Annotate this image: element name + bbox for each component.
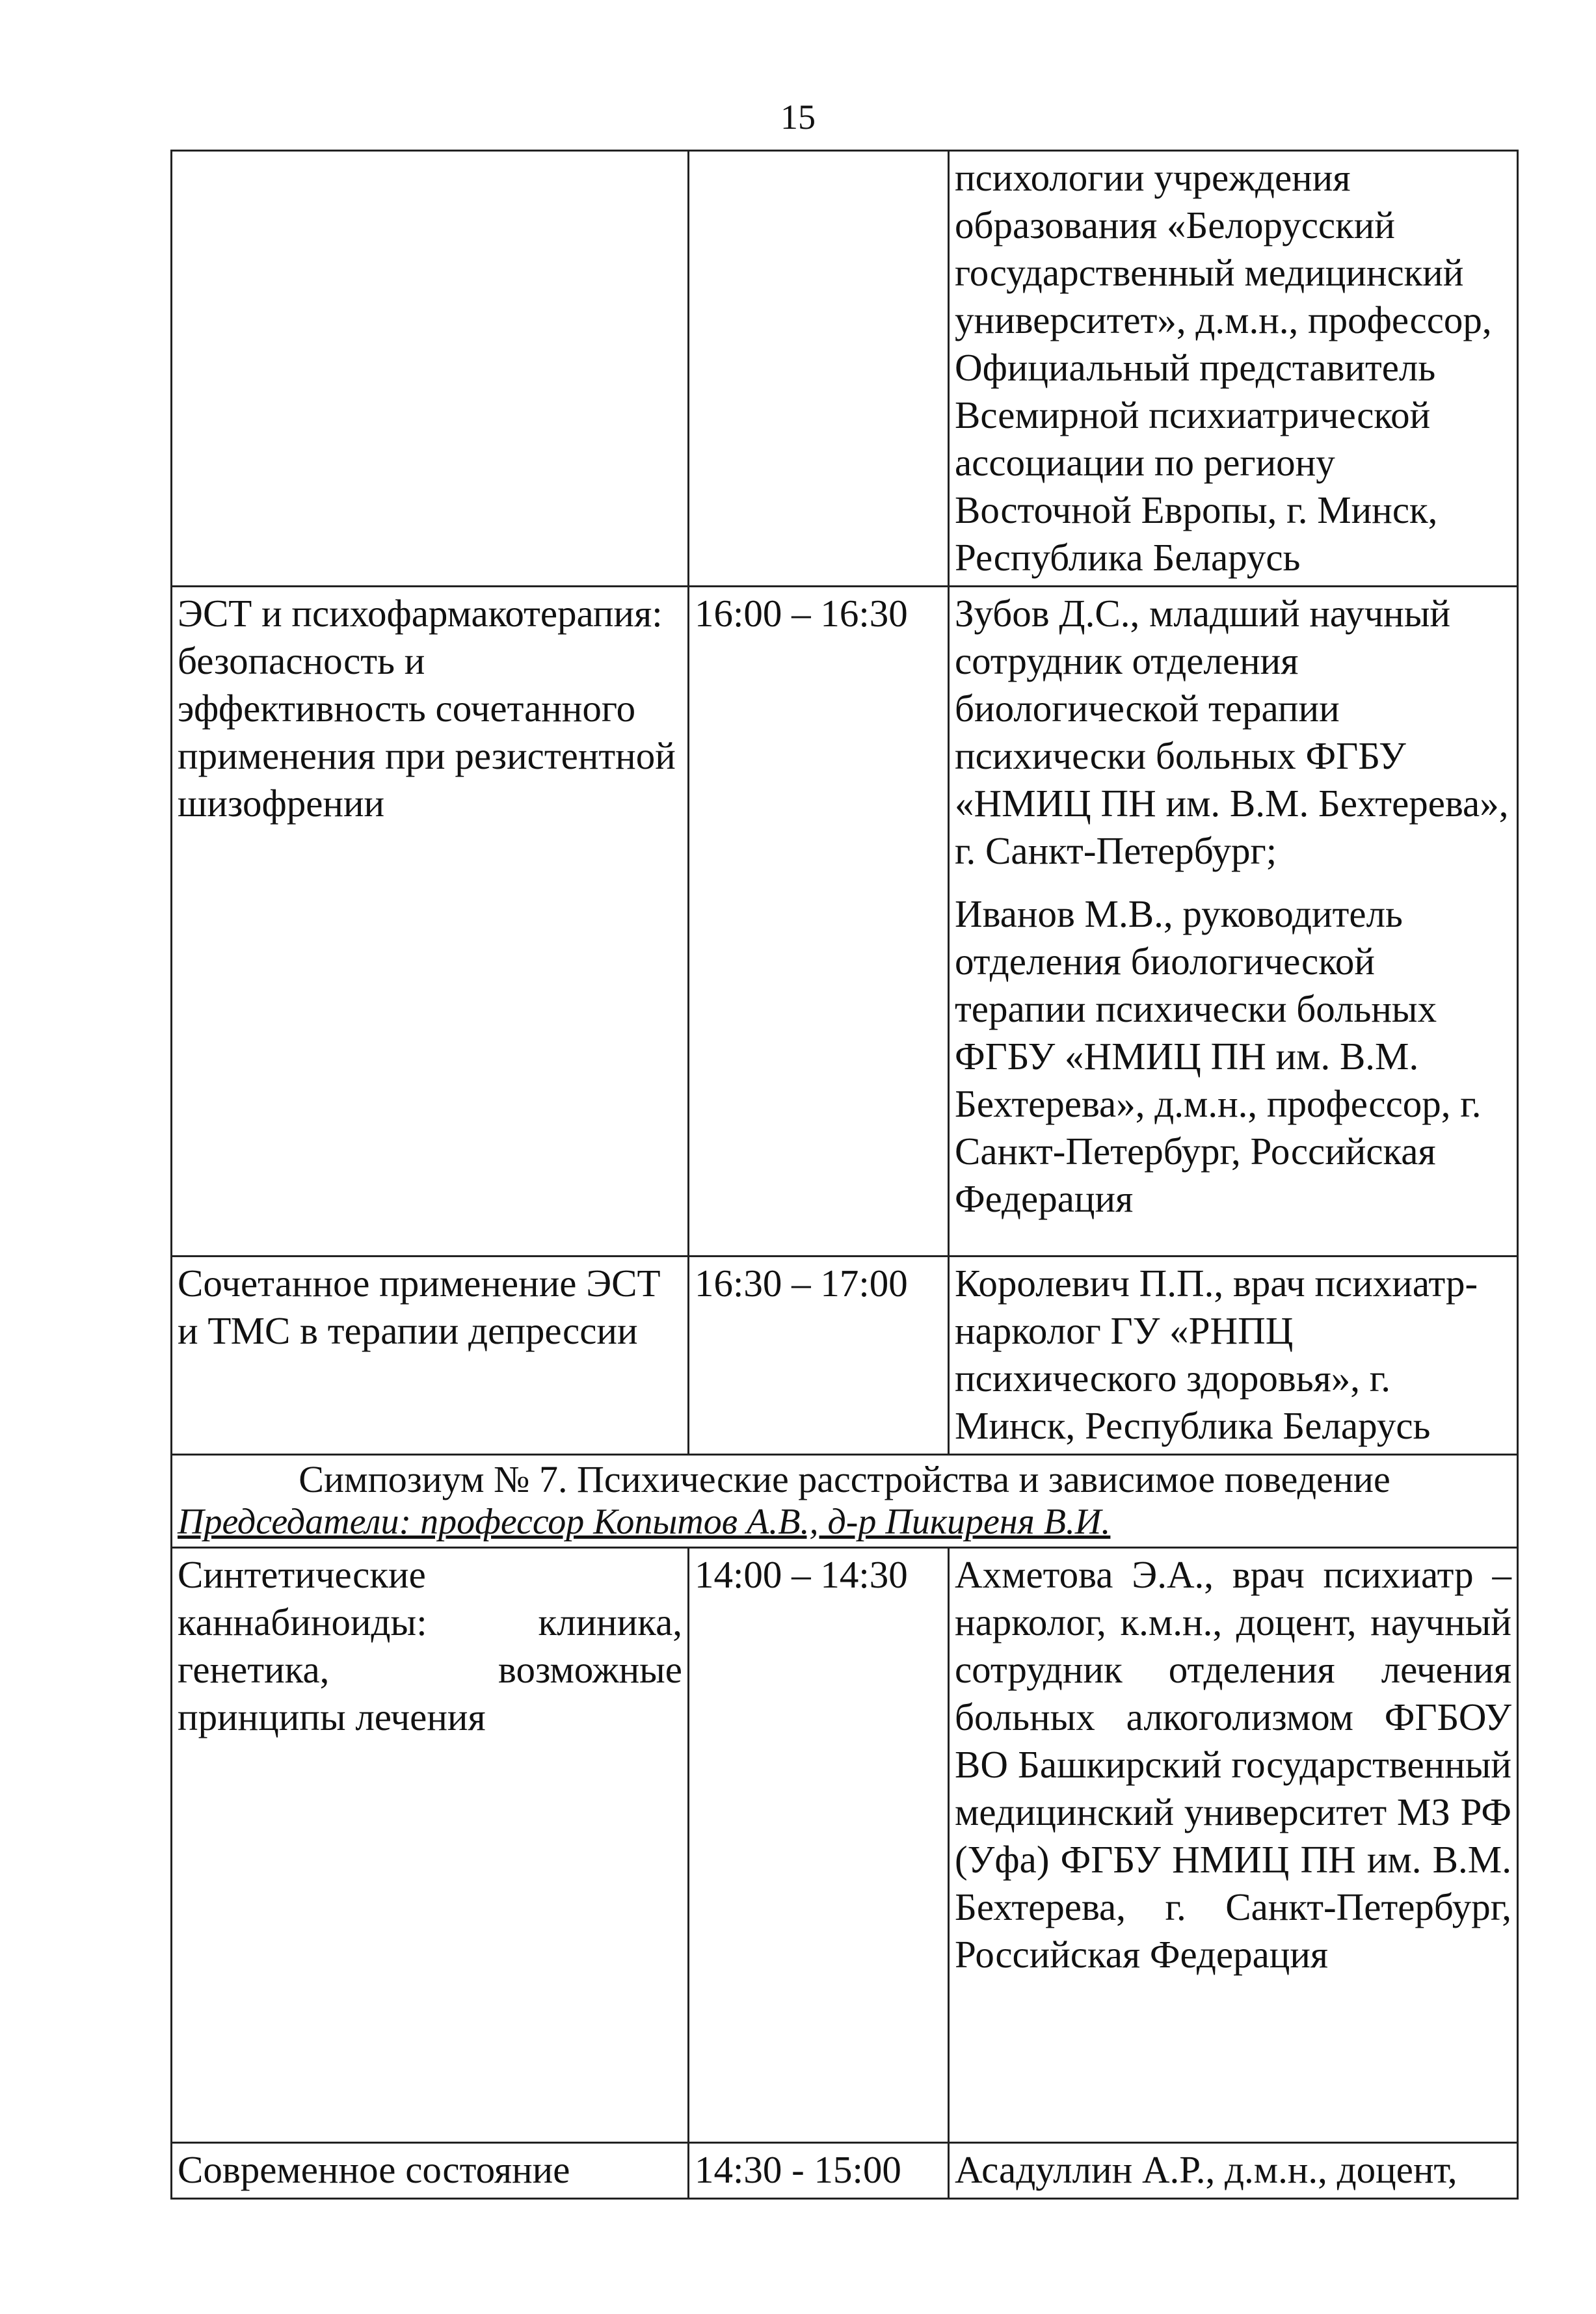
speaker-info: Ахметова Э.А., врач психиатр – нарколог, к.м.н., доцент, научный сотрудник отделения лечения больных алкоголизмом ФГБОУ ВО Башкирский государственный медицинский университет МЗ РФ (Уфа) ФГБУ НМИЦ ПН им. В.М. Бехтерева, г. Санкт-Петербург, Российская Федерация	[955, 1553, 1511, 1976]
time-cell	[689, 151, 949, 587]
table-row	[172, 1548, 1518, 2143]
time-cell	[689, 587, 949, 1257]
topic-cell	[172, 1548, 689, 2143]
speaker-info: Королевич П.П., врач психиатр-нарколог ГУ «РНПЦ психического здоровья», г. Минск, Республика Беларусь	[955, 1262, 1478, 1447]
speaker-info: психологии учреждения образования «Белорусский государственный медицинский университет», д.м.н., профессор, Официальный представитель Всемирной психиатрической ассоциации по региону Восточной Европы, г. Минск, Республика Беларусь	[955, 156, 1492, 579]
time-cell	[689, 1548, 949, 2143]
speaker-cell	[949, 1257, 1518, 1455]
talk-time: 16:30 – 17:00	[695, 1262, 908, 1305]
table-row	[172, 1257, 1518, 1455]
talk-time: 14:00 – 14:30	[695, 1553, 908, 1596]
talk-title: Синтетические каннабиноиды: клиника, генетика, возможные принципы лечения	[178, 1553, 682, 1738]
talk-time: 14:30 - 15:00	[695, 2148, 901, 2191]
symposium-header	[172, 1455, 1518, 1548]
table-row	[172, 587, 1518, 1257]
speaker-cell	[949, 1548, 1518, 2143]
topic-cell	[172, 151, 689, 587]
time-cell	[689, 1257, 949, 1455]
talk-title: ЭСТ и психофармакотерапия: безопасность и эффективность сочетанного применения при резистентной шизофрении	[178, 592, 676, 825]
talk-time: 16:00 – 16:30	[695, 592, 908, 635]
time-cell	[689, 2143, 949, 2199]
speaker-info: Асадуллин А.Р., д.м.н., доцент,	[955, 2148, 1457, 2191]
speaker-cell	[949, 2143, 1518, 2199]
symposium-chairs: Председатели: профессор Копытов А.В., д-р Пикиреня В.И.	[178, 1502, 1111, 1542]
talk-title: Сочетанное применение ЭСТ и ТМС в терапии депрессии	[178, 1262, 661, 1352]
topic-cell	[172, 1257, 689, 1455]
topic-cell	[172, 2143, 689, 2199]
symposium-header-row	[172, 1455, 1518, 1548]
table-row	[172, 151, 1518, 587]
program-table	[170, 150, 1519, 2200]
topic-cell	[172, 587, 689, 1257]
speaker-info: Зубов Д.С., младший научный сотрудник отделения биологической терапии психически больных ФГБУ «НМИЦ ПН им. В.М. Бехтерева», г. Санкт-Петербург;	[955, 592, 1509, 872]
talk-title: Современное состояние	[178, 2148, 570, 2191]
symposium-title: Симпозиум № 7. Психические расстройства и зависимое поведение	[299, 1458, 1390, 1500]
table-row	[172, 2143, 1518, 2199]
speaker-cell	[949, 151, 1518, 587]
speaker-info: Иванов М.В., руководитель отделения биологической терапии психически больных ФГБУ «НМИЦ ПН им. В.М. Бехтерева», д.м.н., профессор, г. Санкт-Петербург, Российская Федерация	[955, 892, 1482, 1220]
page-number: 15	[780, 98, 816, 137]
speaker-cell	[949, 587, 1518, 1257]
